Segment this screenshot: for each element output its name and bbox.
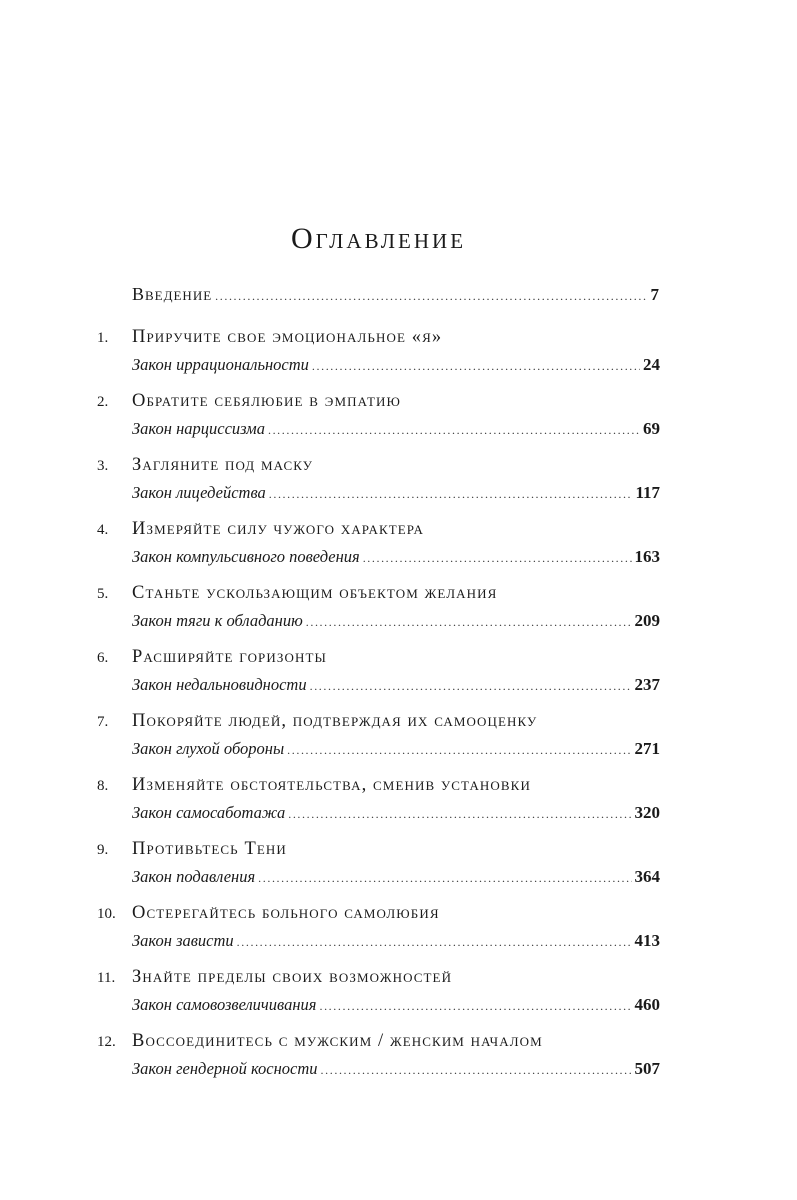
dot-leader [363,551,632,566]
law-title: Закон нарциссизма [132,419,265,438]
chapter-number: 11. [97,970,116,986]
chapter-title: Загляните под маску [132,455,314,475]
toc-entry[interactable] [97,839,660,903]
toc-entry[interactable] [97,711,660,775]
law-title: Закон недальновидности [132,675,307,694]
dot-leader [258,871,631,886]
chapter-title: Покоряйте людей, подтверждая их самооценку [132,711,538,731]
page-number: 320 [634,803,660,822]
dot-leader [237,935,632,950]
page-number: 364 [634,867,660,886]
chapter-number: 12. [97,1034,116,1050]
chapter-number: 3. [97,458,109,474]
page-number: 163 [634,547,660,566]
law-title: Закон лицедейства [132,483,266,502]
chapter-number: 1. [97,330,109,346]
table-of-contents [97,282,660,1095]
chapter-title: Остерегайтесь больного самолюбия [132,903,440,923]
toc-entry[interactable] [97,327,660,391]
law-title: Закон компульсивного поведения [132,547,360,566]
toc-entry[interactable] [97,647,660,711]
law-title: Закон гендерной косности [132,1059,318,1078]
toc-intro-entry[interactable] [97,282,660,312]
toc-entry[interactable] [97,1031,660,1095]
chapter-title: Измеряйте силу чужого характера [132,519,424,539]
chapter-title: Станьте ускользающим объектом желания [132,583,498,603]
chapter-number: 10. [97,906,116,922]
toc-entry[interactable] [97,903,660,967]
law-title: Закон зависти [132,931,234,950]
toc-entry[interactable] [97,967,660,1031]
page-number: 271 [634,739,660,758]
chapter-title: Знайте пределы своих возможностей [132,967,453,987]
page-number: 69 [643,419,660,438]
page-title: Оглавление [290,222,467,255]
law-title: Закон глухой обороны [132,739,285,758]
toc-entry[interactable] [97,775,660,839]
chapter-number: 4. [97,522,109,538]
dot-leader [319,999,631,1014]
law-title: Закон самосаботажа [132,803,286,822]
chapter-title: Воссоединитесь с мужским / женским началом [132,1031,543,1051]
dot-leader [215,289,647,304]
dot-leader [310,679,632,694]
dot-leader [306,615,632,630]
chapter-number: 2. [97,394,109,410]
chapter-number: 8. [97,778,109,794]
toc-entry[interactable] [97,455,660,519]
page-number: 7 [650,285,660,304]
page-number: 237 [634,675,660,694]
dot-leader [312,359,640,374]
page-number: 413 [634,931,660,950]
chapter-title: Расширяйте горизонты [132,647,327,667]
toc-entry[interactable] [97,519,660,583]
dot-leader [288,807,631,822]
dot-leader [269,487,633,502]
page-number: 24 [643,355,660,374]
chapter-number: 7. [97,714,109,730]
law-title: Закон тяги к обладанию [132,611,303,630]
law-title: Закон иррациональности [132,355,309,374]
toc-entry[interactable] [97,391,660,455]
law-title: Закон самовозвеличивания [132,995,317,1014]
chapter-number: 9. [97,842,109,858]
intro-label: Введение [132,284,213,304]
toc-entry[interactable] [97,583,660,647]
chapter-title: Приручите свое эмоциональное «я» [132,327,443,347]
page-number: 507 [634,1059,660,1078]
dot-leader [321,1063,632,1078]
chapter-number: 6. [97,650,109,666]
chapter-title: Изменяйте обстоятельства, сменив установки [132,775,531,795]
chapter-title: Обратите себялюбие в эмпатию [132,391,401,411]
law-title: Закон подавления [132,867,256,886]
page-number: 209 [634,611,660,630]
chapter-number: 5. [97,586,109,602]
dot-leader [268,423,640,438]
chapter-title: Противьтесь Тени [132,839,287,859]
page-number: 117 [635,483,660,502]
page-number: 460 [634,995,660,1014]
dot-leader [287,743,631,758]
